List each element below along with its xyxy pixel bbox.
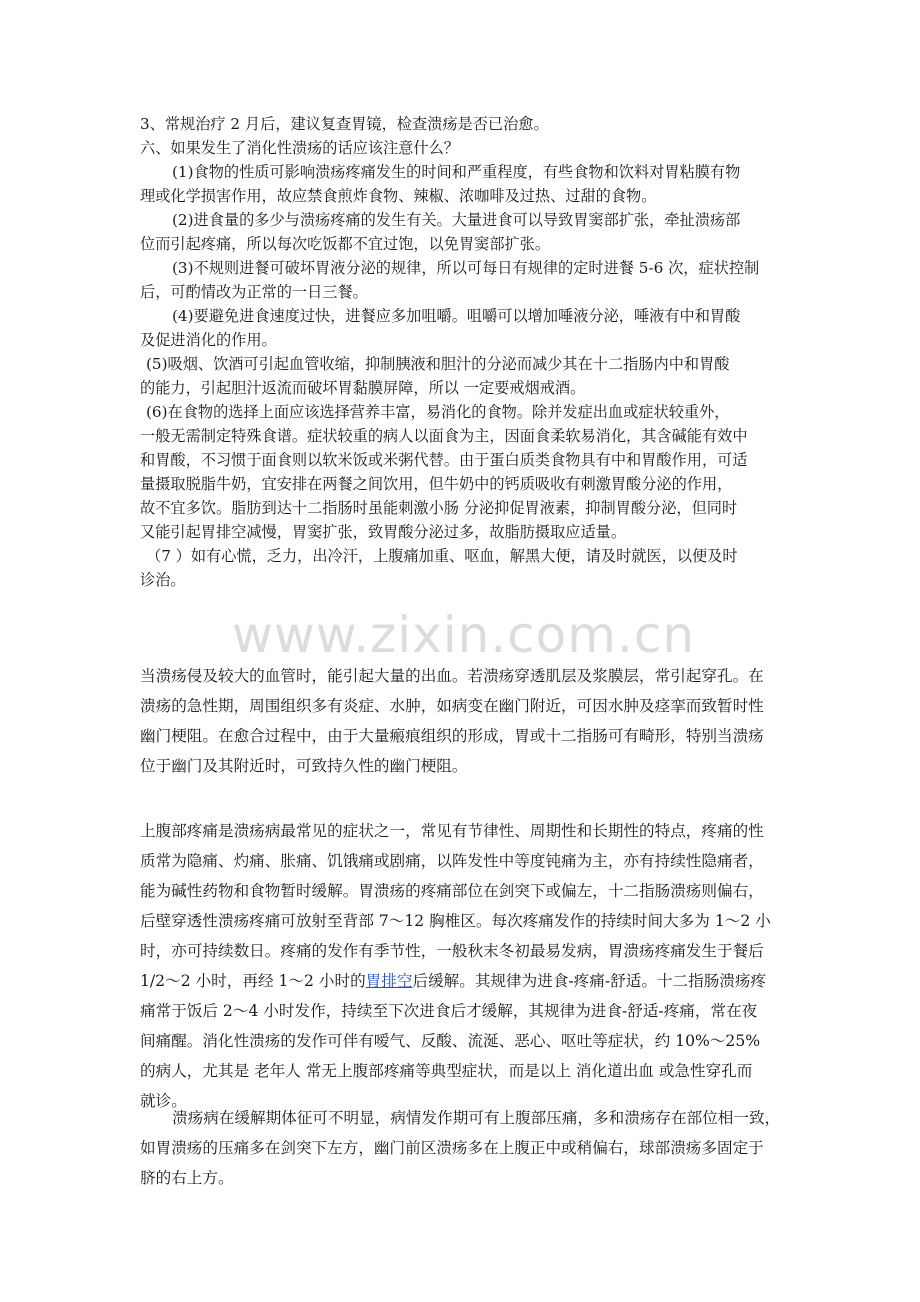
text-line: 痛常于饭后 2～4 小时发作，持续至下次进食后才缓解，其规律为进食-舒适-疼痛，常在夜: [140, 1002, 758, 1020]
text-line: 幽门梗阻。在愈合过程中，由于大量瘢痕组织的形成，胃或十二指肠可有畸形，特别当溃疡: [140, 727, 764, 745]
text-line: 故不宜多饮。脂肪到达十二指肠时虽能刺激小肠 分泌抑促胃液素，抑制胃酸分泌，但同时: [140, 499, 738, 517]
text-line: (5)吸烟、饮酒可引起血管收缩，抑制胰液和胆汁的分泌而减少其在十二指肠内中和胃酸: [146, 355, 730, 373]
text-fragment: 后缓解。其规律为进食-疼痛-舒适。十二指肠溃疡疼: [412, 972, 767, 990]
watermark: www.zixin.com.cn: [232, 606, 696, 664]
symptoms-section: [140, 816, 780, 1116]
text-line: 又能引起胃排空减慢，胃窦扩张，致胃酸分泌过多，故脂肪摄取应适量。: [140, 523, 626, 541]
text-line: (1)食物的性质可影响溃疡疼痛发生的时间和严重程度，有些食物和饮料对胃粘膜有物: [172, 163, 741, 181]
text-line: （7 ）如有心慌，乏力，出冷汗，上腹痛加重、呕血，解黑大便，请及时就医，以便及时: [146, 547, 738, 565]
text-line: 时，亦可持续数日。疼痛的发作有季节性，一般秋末冬初最易发病，胃溃疡疼痛发生于餐后: [140, 942, 764, 960]
text-line: 位于幽门及其附近时，可致持久性的幽门梗阻。: [140, 757, 468, 775]
text-fragment: 1/2～2 小时，再经 1～2 小时的: [140, 972, 366, 990]
text-line: (4)要避免进食速度过快，进餐应多加咀嚼。咀嚼可以增加唾液分泌，唾液有中和胃酸: [172, 307, 741, 325]
text-line: 的病人，尤其是 老年人 常无上腹部疼痛等典型症状，而是以上 消化道出血 或急性穿孔而: [140, 1062, 753, 1080]
text-line: 溃疡病在缓解期体征可不明显，病情发作期可有上腹部压痛，多和溃疡存在部位相一致，: [172, 1109, 780, 1127]
text-line: 当溃疡侵及较大的血管时，能引起大量的出血。若溃疡穿透肌层及浆膜层，常引起穿孔。在: [140, 667, 764, 685]
diet-advice-section: [140, 112, 780, 592]
text-line: 后，可酌情改为正常的一日三餐。: [140, 283, 368, 301]
text-line: 溃疡的急性期，周围组织多有炎症、水肿，如病变在幽门附近，可因水肿及痉挛而致暂时性: [140, 697, 764, 715]
text-line: 量摄取脱脂牛奶，宜安排在两餐之间饮用，但牛奶中的钙质吸收有刺激胃酸分泌的作用，: [140, 475, 733, 493]
complications-section: [140, 661, 780, 781]
signs-section: [140, 1103, 780, 1193]
text-line: 3、常规治疗 2 月后，建议复查胃镜，检查溃疡是否已治愈。: [140, 115, 549, 133]
text-line: 后壁穿透性溃疡疼痛可放射至背部 7～12 胸椎区。每次疼痛发作的持续时间大多为 1～2 小: [140, 912, 771, 930]
text-line: 上腹部疼痛是溃疡病最常见的症状之一，常见有节律性、周期性和长期性的特点，疼痛的性: [140, 822, 764, 840]
text-line: (6)在食物的选择上面应该选择营养丰富，易消化的食物。除并发症出血或症状较重外，: [146, 403, 730, 421]
text-line: (3)不规则进餐可破坏胃液分泌的规律，所以可每日有规律的定时进餐 5-6 次，症状控制: [172, 259, 760, 277]
text-line: 理或化学损害作用，故应禁食煎炸食物、辣椒、浓咖啡及过热、过甜的食物。: [140, 187, 657, 205]
text-line: 和胃酸，不习惯于面食则以软米饭或米粥代替。由于蛋白质类食物具有中和胃酸作用，可适: [140, 451, 748, 469]
text-line: 质常为隐痛、灼痛、胀痛、饥饿痛或剧痛，以阵发性中等度钝痛为主，亦有持续性隐痛者，: [140, 852, 764, 870]
text-line: [140, 966, 780, 996]
section-heading: 六、如果发生了消化性溃疡的话应该注意什么？: [140, 139, 459, 157]
text-line: 间痛醒。消化性溃疡的发作可伴有嗳气、反酸、流涎、恶心、呕吐等症状，约 10%～25%: [140, 1032, 761, 1050]
text-line: 诊治。: [140, 571, 186, 589]
text-line: 能为碱性药物和食物暂时缓解。胃溃疡的疼痛部位在剑突下或偏左，十二指肠溃疡则偏右，: [140, 882, 764, 900]
text-line: 脐的右上方。: [140, 1169, 234, 1187]
text-line: 一般无需制定特殊食谱。症状较重的病人以面食为主，因面食柔软易消化，其含碱能有效中: [140, 427, 748, 445]
text-line: 位而引起疼痛，所以每次吃饭都不宜过饱，以免胃窦部扩张。: [140, 235, 551, 253]
text-line: 就诊。: [140, 1092, 187, 1110]
gastric-emptying-link[interactable]: 胃排空: [365, 972, 413, 990]
text-line: 如胃溃疡的压痛多在剑突下左方，幽门前区溃疡多在上腹正中或稍偏右，球部溃疡多固定于: [140, 1139, 764, 1157]
text-line: (2)进食量的多少与溃疡疼痛的发生有关。大量进食可以导致胃窦部扩张，牵扯溃疡部: [172, 211, 741, 229]
text-line: 及促进消化的作用。: [140, 331, 277, 349]
text-line: 的能力，引起胆汁返流而破坏胃黏膜屏障，所以 一定要戒烟戒酒。: [140, 379, 586, 397]
